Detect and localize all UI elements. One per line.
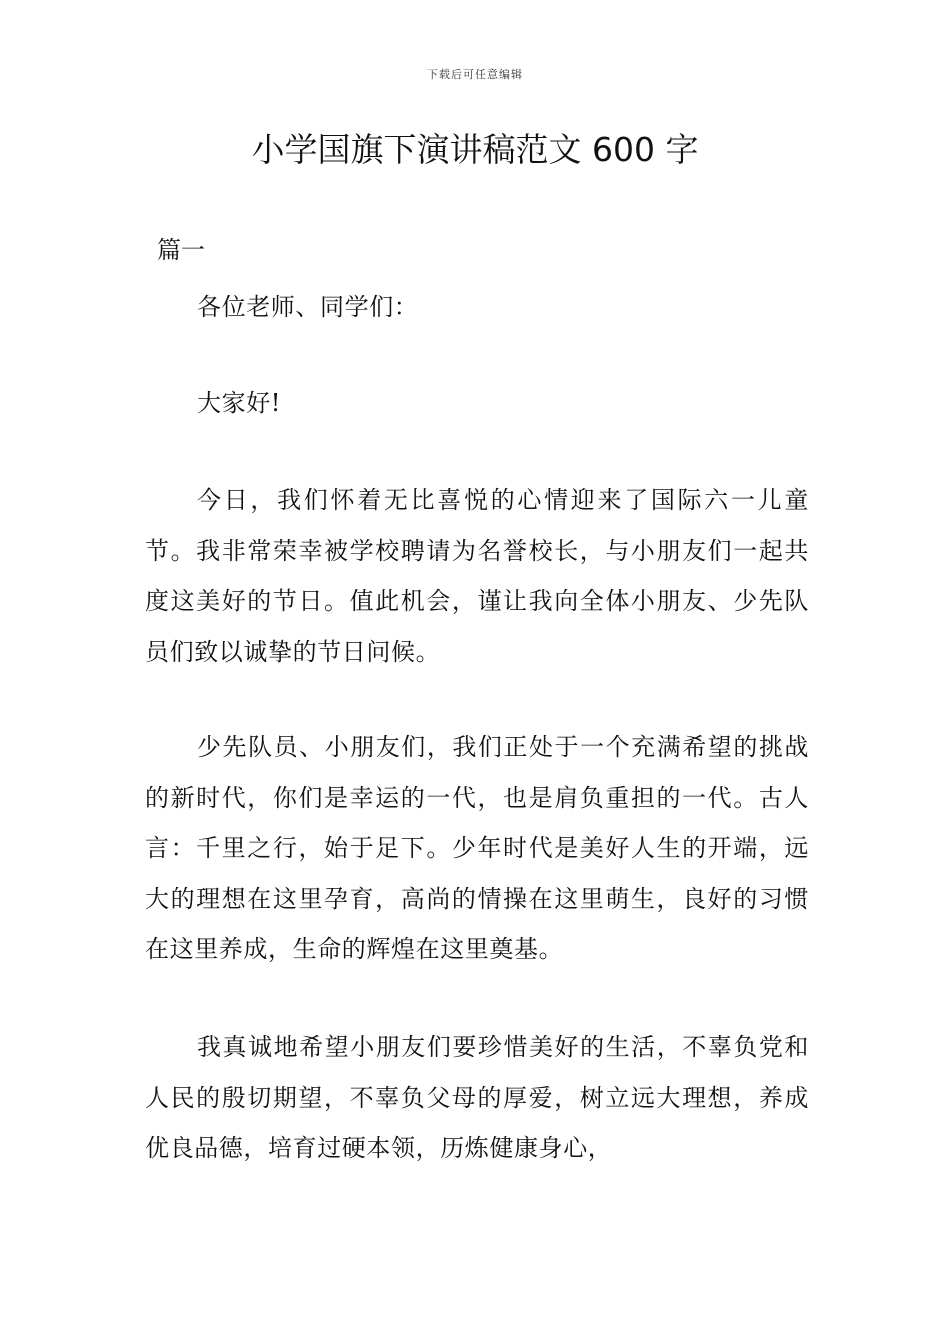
- greeting-paragraph: 各位老师、同学们：: [197, 293, 419, 321]
- body-paragraph-2: 少先队员、小朋友们，我们正处于一个充满希望的挑战的新时代，你们是幸运的一代，也是肩负重担的一代。古人言：千里之行，始于足下。少年时代是美好人生的开端，远大的理想在这里孕育，高尚的情操在这里萌生，良好的习惯在这里养成，生命的辉煌在这里奠基。: [145, 733, 809, 963]
- hello-paragraph: 大家好!: [197, 389, 282, 417]
- header-note: 下载后可任意编辑: [427, 68, 523, 81]
- document-title: 小学国旗下演讲稿范文 600 字: [251, 130, 699, 169]
- section-label: 篇一: [157, 236, 205, 264]
- body-paragraph-1: 今日，我们怀着无比喜悦的心情迎来了国际六一儿童节。我非常荣幸被学校聘请为名誉校长，与小朋友们一起共度这美好的节日。值此机会，谨让我向全体小朋友、少先队员们致以诚挚的节日问候。: [145, 486, 809, 666]
- body-paragraph-3: 我真诚地希望小朋友们要珍惜美好的生活，不辜负党和人民的殷切期望，不辜负父母的厚爱，树立远大理想，养成优良品德，培育过硬本领，历炼健康身心，: [145, 1033, 809, 1162]
